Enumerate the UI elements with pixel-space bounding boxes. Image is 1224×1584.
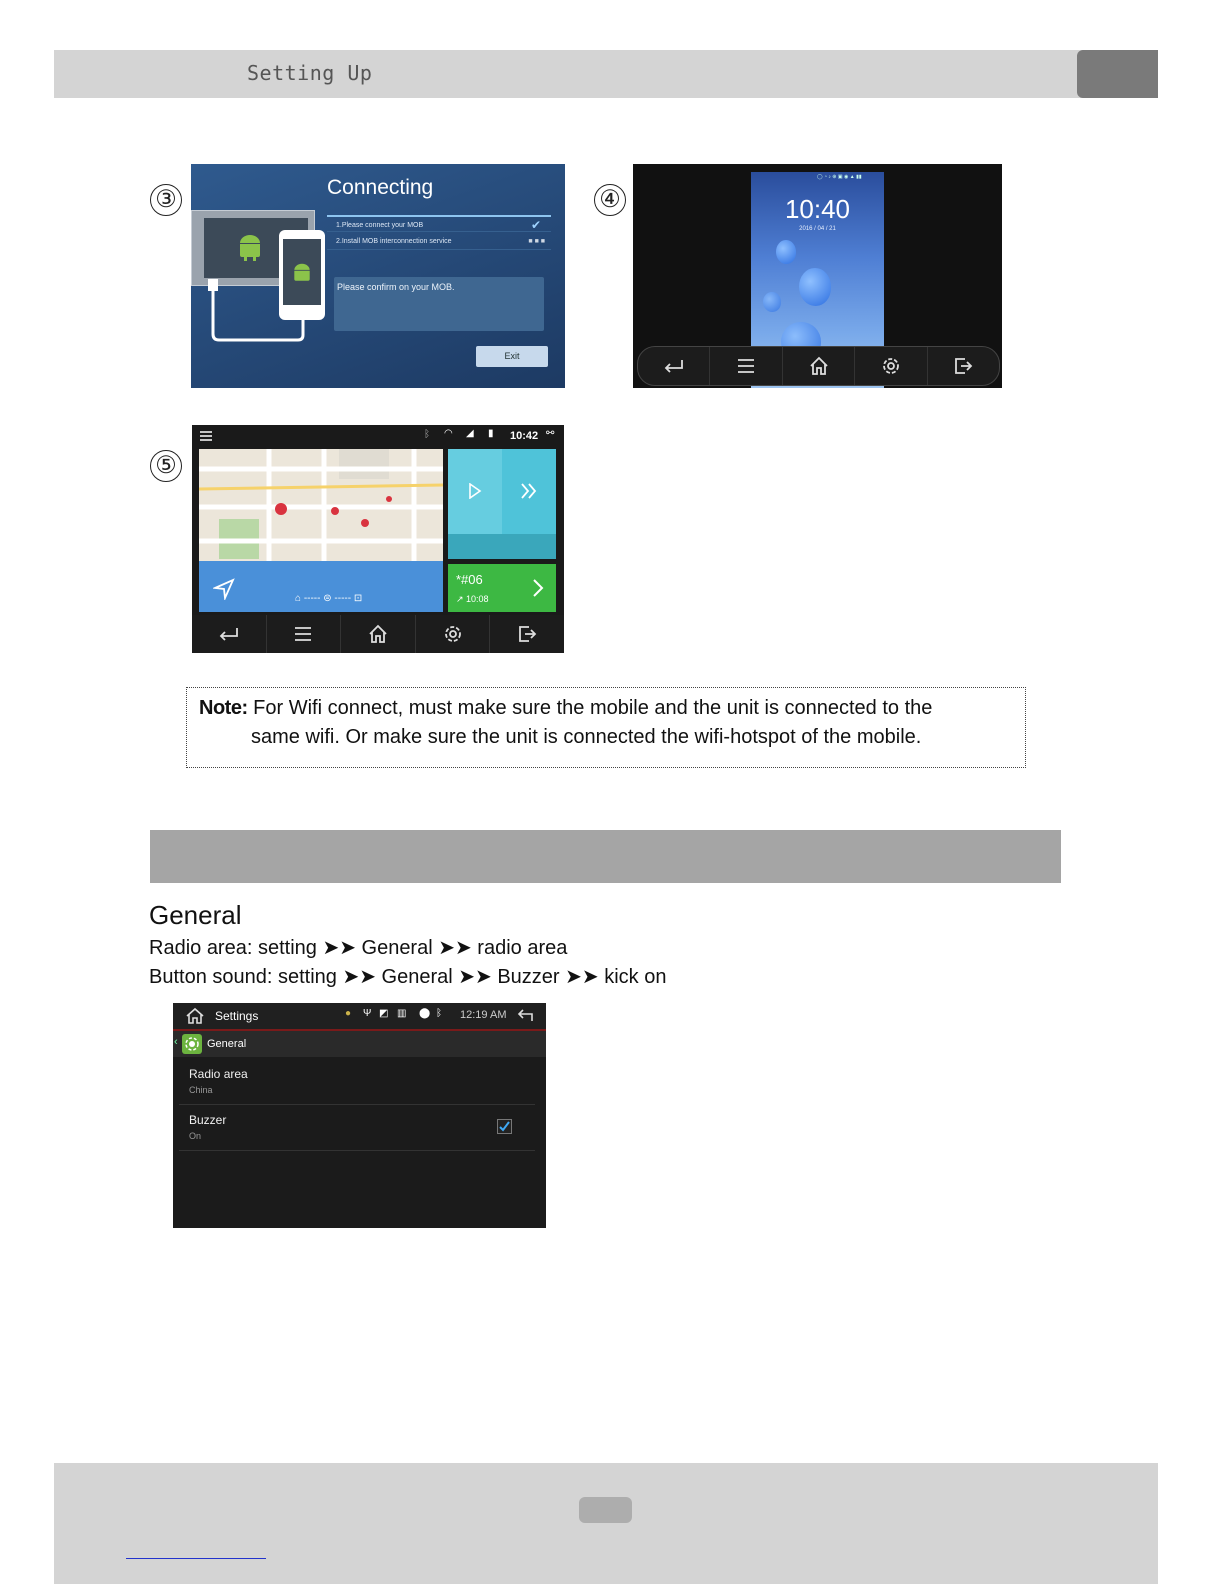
sd-card-icon: ▥ — [397, 1008, 407, 1019]
home-button[interactable] — [341, 615, 416, 653]
settings-status-bar — [173, 1003, 546, 1031]
back-icon[interactable] — [517, 1008, 535, 1024]
home-icon[interactable] — [185, 1007, 205, 1025]
step-5-marker: ⑤ — [150, 450, 182, 482]
image-icon: ◩ — [379, 1008, 389, 1019]
balloon-graphic — [799, 268, 831, 306]
bluetooth-icon: ᛒ — [424, 429, 430, 440]
general-settings-icon — [182, 1034, 202, 1054]
section-header-bar — [150, 830, 1061, 883]
exit-button[interactable] — [490, 615, 564, 653]
note-label: Note: — [199, 697, 248, 719]
radio-area-title: Radio area — [189, 1067, 248, 1081]
buzzer-row[interactable] — [179, 1105, 535, 1151]
phone-mirror-screenshot — [633, 164, 1002, 388]
note-line-1 — [199, 697, 932, 720]
menu-icon — [293, 626, 313, 642]
footer-link-underline[interactable] — [126, 1558, 266, 1559]
signal-icon: ◢ — [466, 428, 474, 439]
bottom-nav-bar — [637, 346, 1000, 386]
settings-screenshot — [173, 1003, 546, 1228]
footer-bar — [54, 1463, 1158, 1584]
settings-section-title: General — [207, 1038, 247, 1050]
menu-button[interactable] — [710, 347, 782, 385]
note-line-2: same wifi. Or make sure the unit is connected the wifi-hotspot of the mobile. — [251, 726, 922, 748]
wifi-icon: ◠ — [444, 428, 453, 439]
buzzer-title: Buzzer — [189, 1113, 227, 1127]
settings-status-time: 12:19 AM — [460, 1009, 507, 1021]
home-button[interactable] — [783, 347, 855, 385]
radio-area-value: China — [189, 1085, 213, 1095]
back-arrow-icon — [662, 357, 686, 375]
general-heading: General — [149, 900, 242, 930]
home-screen-screenshot — [192, 425, 564, 653]
navigation-arrow-icon — [213, 578, 235, 600]
menu-button[interactable] — [267, 615, 342, 653]
music-progress-strip — [448, 534, 556, 559]
confirm-message-box: Please confirm on your MOB. — [334, 277, 544, 331]
chevron-right-icon — [532, 578, 544, 598]
back-arrow-icon — [217, 625, 241, 643]
exit-button[interactable] — [928, 347, 999, 385]
notification-icon: ● — [345, 1008, 352, 1019]
bottom-nav-bar — [192, 615, 564, 653]
settings-button[interactable] — [416, 615, 491, 653]
checkmark-icon — [498, 1120, 511, 1133]
lockscreen-clock: 10:40 — [784, 194, 851, 224]
home-icon — [809, 356, 829, 376]
menu-icon — [200, 431, 212, 441]
connect-step-1: 1.Please connect your MOB ✔ — [327, 215, 551, 232]
radio-area-instruction: Radio area: setting ➤➤ General ➤➤ radio area — [149, 937, 568, 959]
page-title: Setting Up — [247, 61, 373, 85]
home-icon — [368, 624, 388, 644]
next-track-icon[interactable] — [520, 483, 538, 499]
buzzer-value: On — [189, 1131, 202, 1141]
back-button[interactable] — [192, 615, 267, 653]
status-clock: 10:42 — [510, 430, 539, 442]
connecting-title: Connecting — [327, 176, 434, 199]
chevron-left-icon: ‹ — [174, 1036, 178, 1048]
phone-tile[interactable] — [448, 564, 556, 612]
menu-icon — [736, 358, 756, 374]
play-icon — [468, 483, 482, 499]
usb-icon: Ψ — [363, 1008, 372, 1019]
button-sound-instruction: Button sound: setting ➤➤ General ➤➤ Buzzer ➤➤ kick on — [149, 966, 667, 988]
progress-dots-icon: ■ ■ ■ — [528, 238, 545, 245]
page-number-badge — [579, 1497, 632, 1523]
battery-icon: ▮ — [488, 428, 494, 439]
play-button[interactable] — [448, 449, 502, 534]
header-tab — [1077, 50, 1158, 98]
phone-status-icons: ◯ ◔ ♪ ⊕ ▣ ◉ ▲ ▮▮ — [817, 174, 862, 180]
balloon-graphic — [776, 240, 796, 264]
exit-button[interactable]: Exit — [476, 346, 548, 367]
gear-icon — [443, 624, 463, 644]
connect-step-2: 2.Install MOB interconnection service ■ ■ ■ — [327, 233, 551, 250]
buzzer-checkbox[interactable] — [497, 1119, 512, 1134]
map-widget[interactable] — [199, 449, 443, 561]
lockscreen-date: 2016 / 04 / 21 — [799, 226, 836, 232]
status-bar — [192, 425, 564, 447]
exit-icon — [517, 624, 537, 644]
checkmark-icon: ✔ — [530, 218, 541, 232]
header-bar — [54, 50, 1132, 98]
exit-icon — [953, 356, 973, 376]
usb-cable-illustration — [206, 279, 306, 344]
settings-button[interactable] — [855, 347, 927, 385]
step-4-marker: ④ — [594, 184, 626, 216]
route-summary: ⌂ ----- ⊜ ----- ⊡ — [295, 593, 363, 604]
note-text-1: For Wifi connect, must make sure the mobile and the unit is connected to the — [247, 697, 933, 719]
settings-app-title: Settings — [215, 1009, 259, 1023]
navigation-tile[interactable] — [199, 561, 443, 612]
settings-section-header[interactable] — [173, 1031, 546, 1057]
android-icon — [237, 233, 263, 261]
connecting-screenshot — [191, 164, 565, 388]
location-icon: ⬤ — [419, 1008, 431, 1019]
back-button[interactable] — [638, 347, 710, 385]
step-3-marker: ③ — [150, 184, 182, 216]
last-call-number: *#06 — [456, 572, 483, 587]
last-call-time: ↗ 10:08 — [456, 594, 489, 604]
link-icon: ⚯ — [546, 428, 555, 439]
map-illustration — [199, 449, 443, 561]
bluetooth-icon: ᛒ — [436, 1008, 442, 1019]
balloon-graphic — [763, 292, 781, 312]
note-box — [186, 687, 1026, 768]
gear-icon — [881, 356, 901, 376]
radio-area-row[interactable] — [179, 1059, 535, 1105]
